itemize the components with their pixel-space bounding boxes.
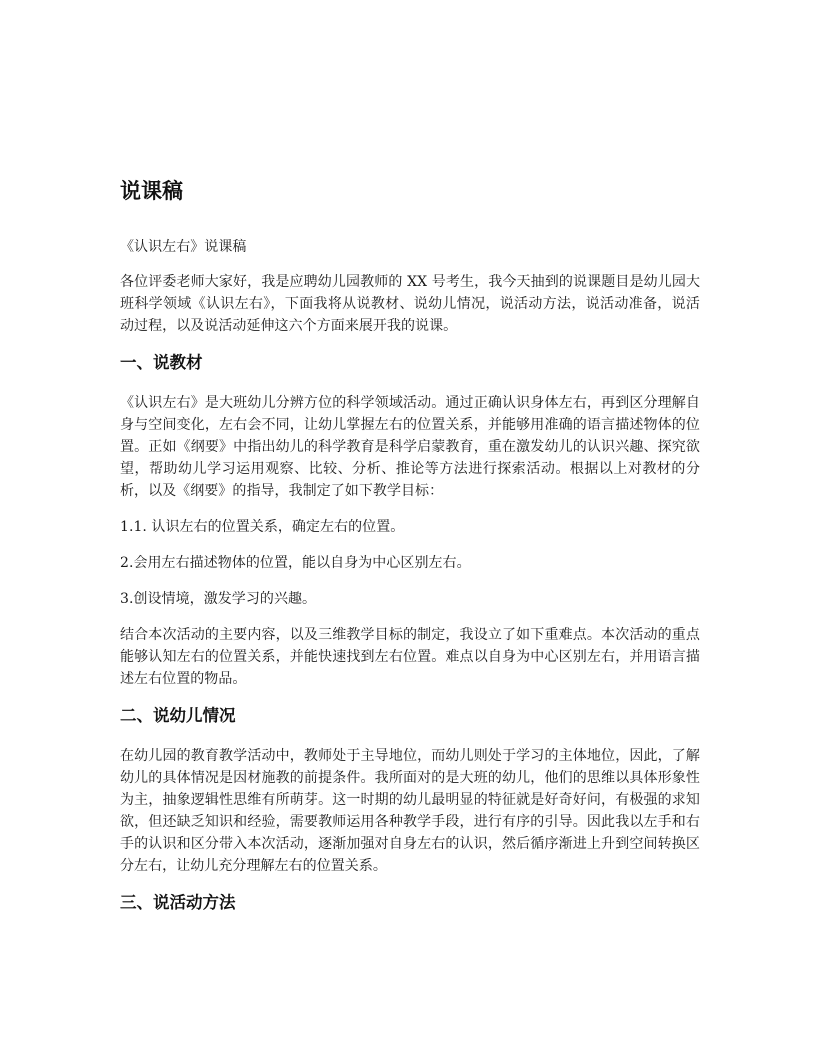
section-heading-methods: 三、说活动方法	[120, 893, 236, 912]
paragraph: 结合本次活动的主要内容，以及三维教学目标的制定，我设立了如下重难点。本次活动的重点能够认知左右的位置关系，并能快速找到左右位置。难点以自身为中心区别左右，并用语言描述左右位置的物品。	[120, 627, 700, 687]
paragraph: 《认识左右》是大班幼儿分辨方位的科学领域活动。通过正确认识身体左右，再到区分理解自身与空间变化，左右会不同，让幼儿掌握左右的位置关系，并能够用准确的语言描述物体的位置。正如《纲要》中指出幼儿的科学教育是科学启蒙教育，重在激发幼儿的认识兴趣、探究欲望，帮助幼儿学习运用观察、比较、分析、推论等方法进行探索活动。根据以上对教材的分析，以及《纲要》的指导，我制定了如下教学目标：	[120, 395, 700, 499]
document-page	[120, 176, 700, 932]
objective-item: 2.会用左右描述物体的位置，能以自身为中心区别左右。	[120, 555, 471, 571]
objective-item: 3.创设情境，激发学习的兴趣。	[120, 591, 317, 607]
document-subtitle: 《认识左右》说课稿	[120, 239, 247, 255]
paragraph: 在幼儿园的教育教学活动中，教师处于主导地位，而幼儿则处于学习的主体地位，因此，了解幼儿的具体情况是因材施教的前提条件。我所面对的是大班的幼儿，他们的思维以具体形象性为主，抽象逻辑性思维有所萌芽。这一时期的幼儿最明显的特征就是好奇好问，有极强的求知欲，但还缺乏知识和经验，需要教师运用各种教学手段，进行有序的引导。因此我以左手和右手的认识和区分带入本次活动，逐渐加强对自身左右的认识，然后循序渐进上升到空间转换区分左右，让幼儿充分理解左右的位置关系。	[120, 748, 700, 874]
intro-paragraph: 各位评委老师大家好，我是应聘幼儿园教师的 XX 号考生，我今天抽到的说课题目是幼儿园大班科学领域《认识左右》，下面我将从说教材、说幼儿情况，说活动方法，说活动准备，说活动过程，以及说活动延伸这六个方面来展开我的说课。	[120, 274, 700, 334]
document-title: 说课稿	[120, 179, 183, 203]
section-heading-teaching-material: 一、说教材	[120, 353, 203, 372]
section-heading-children: 二、说幼儿情况	[120, 706, 236, 725]
objective-item: 1.1. 认识左右的位置关系，确定左右的位置。	[120, 519, 405, 535]
